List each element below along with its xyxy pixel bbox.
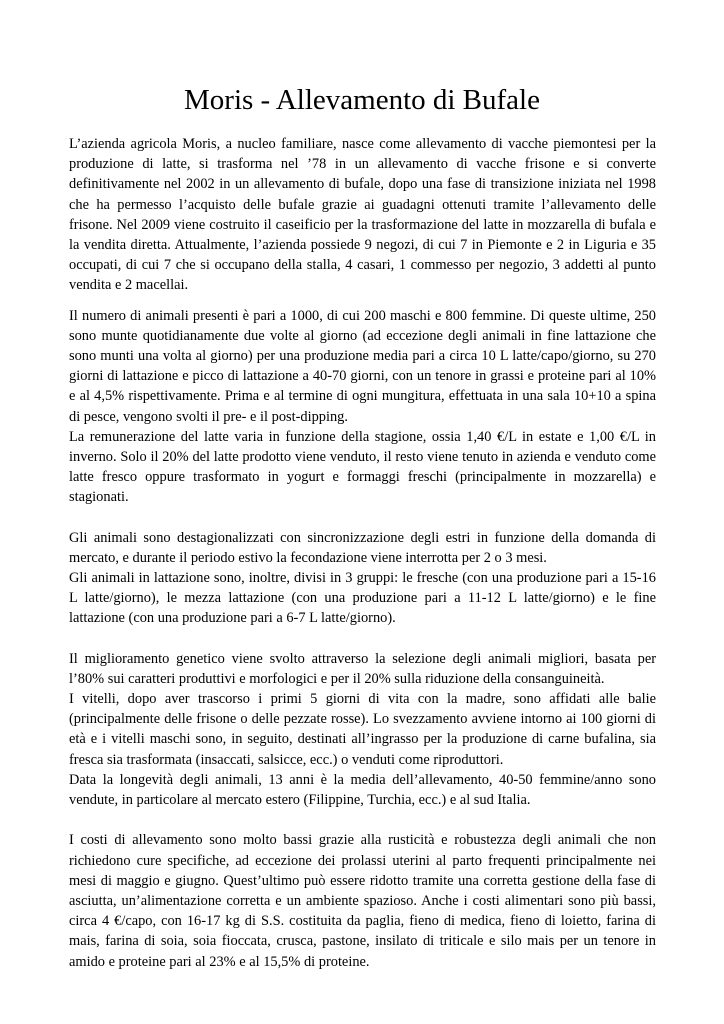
paragraph-costs: I costi di allevamento sono molto bassi grazie alla rusticità e robustezza degli animali che non richiedono cure specifiche, ad eccezione dei prolassi uterini al parto frequenti principalmente nei mesi di maggio e giugno. Quest’ultimo può essere ridotto tramite una corretta gestione della fase di asciutta, un’alimentazione corretta e un ambiente spazioso. Anche i costi alimentari sono più bassi, circa 4 €/capo, con 16-17 kg di S.S. costituita da paglia, fieno di medica, fieno di loietto, farina di mais, farina di soia, soia fioccata, crusca, pastone, insilato di triticale e silo mais per un tenore in amido e proteine pari al 23% e al 15,5% di proteine.	[69, 832, 656, 970]
paragraph-lactation-groups: Gli animali in lattazione sono, inoltre, divisi in 3 gruppi: le fresche (con una produzione pari a 15-16 L latte/giorno), le mezza lattazione (con una produzione pari a 11-12 L latte/giorno) e le fine lattazione (con una produzione pari a 6-7 L latte/giorno).	[69, 570, 656, 627]
document-body	[69, 134, 656, 972]
paragraph-longevity: Data la longevità degli animali, 13 anni è la media dell’allevamento, 40-50 femmine/anno sono vendute, in particolare al mercato estero (Filippine, Turchia, ecc.) e al sud Italia.	[69, 771, 656, 809]
paragraph-company-history: L’azienda agricola Moris, a nucleo familiare, nasce come allevamento di vacche piemontesi per la produzione di latte, si trasforma nel ’78 in un allevamento di vacche frisone e si converte definitivamente nel 2002 in un allevamento di bufale, dopo una fase di transizione iniziata nel 1998 che ha permesso l’acquisto delle bufale grazie ai guadagni ottenuti tramite l’allevamento delle frisone. Nel 2009 viene costruito il caseificio per la trasformazione del latte in mozzarella di bufala e la vendita diretta. Attualmente, l’azienda possiede 9 negozi, di cui 7 in Piemonte e 2 in Liguria e 35 occupati, di cui 7 che si occupano della stalla, 4 casari, 1 commesso per negozio, 3 addetti al punto vendita e 2 macellai.	[69, 136, 656, 294]
paragraph-genetic-improvement: Il miglioramento genetico viene svolto attraverso la selezione degli animali migliori, basata per l’80% sui caratteri produttivi e morfologici e per il 20% sulla riduzione della consanguineità.	[69, 650, 656, 687]
paragraph-seasonality: Gli animali sono destagionalizzati con sincronizzazione degli estri in funzione della domanda di mercato, e durante il periodo estivo la fecondazione viene interrotta per 2 o 3 mesi.	[69, 529, 656, 566]
paragraph-milk-pricing: La remunerazione del latte varia in funzione della stagione, ossia 1,40 €/L in estate e 1,00 €/L in inverno. Solo il 20% del latte prodotto viene venduto, il resto viene tenuto in azienda e venduto come latte fresco oppure trasformato in yogurt e formaggi freschi (principalmente in mozzarella) e stagionati.	[69, 428, 656, 506]
page-title: Moris - Allevamento di Bufale	[184, 84, 540, 116]
paragraph-herd-milking: Il numero di animali presenti è pari a 1000, di cui 200 maschi e 800 femmine. Di queste ultime, 250 sono munte quotidianamente due volte al giorno (ad eccezione degli animali in fine lattazione che sono munti una volta al giorno) per una produzione media pari a circa 10 L latte/capo/giorno, su 270 giorni di lattazione e picco di lattazione a 40-70 giorni, con un tenore in grassi e proteine pari al 10% e al 4,5% rispettivamente. Prima e al termine di ogni mungitura, effettuata in una sala 10+10 a spina di pesce, vengono svolti il pre- e il post-dipping.	[69, 307, 656, 425]
paragraph-calves: I vitelli, dopo aver trascorso i primi 5 giorni di vita con la madre, sono affidati alle balie (principalmente delle frisone o delle pezzate rosse). Lo svezzamento avviene intorno ai 100 giorni di età e i vitelli maschi sono, in seguito, destinati all’ingrasso per la produzione di carne bufalina, sia fresca sia trasformata (insaccati, salsicce, ecc.) o venduti come riproduttori.	[69, 691, 656, 768]
